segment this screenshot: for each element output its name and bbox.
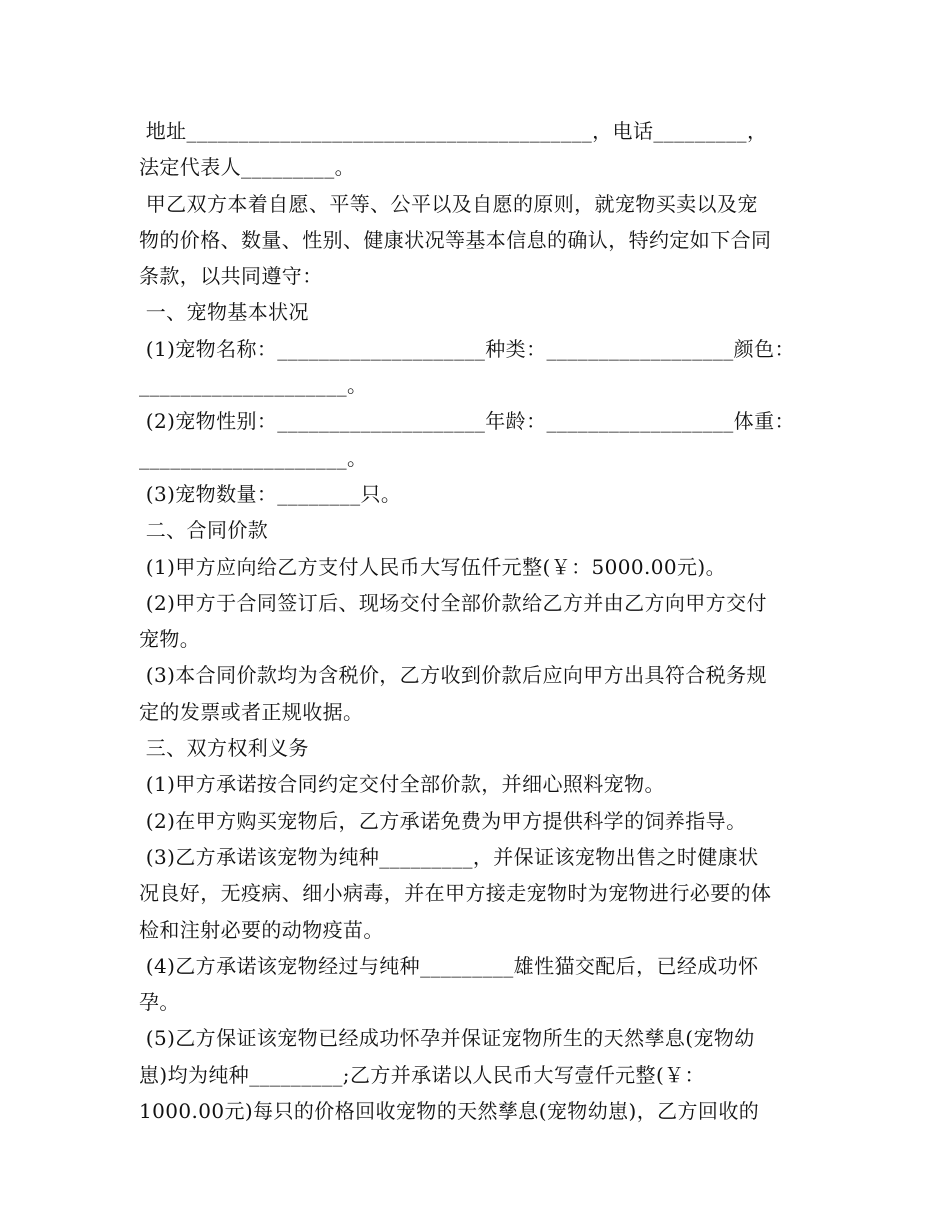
clause-3-3-line-2: 况良好，无疫病、细小病毒，并在甲方接走宠物时为宠物进行必要的体 xyxy=(139,881,772,906)
clause-1-1-line-1: (1)宠物名称：____________________种类：__________________颜色： xyxy=(139,336,795,361)
clause-3-4-line-2: 孕。 xyxy=(139,990,180,1015)
contract-text-body xyxy=(139,113,819,1129)
clause-3-5-line-2: 崽)均为纯种_________;乙方并承诺以人民币大写壹仟元整(￥： xyxy=(139,1062,705,1087)
preamble-line-3: 条款，以共同遵守： xyxy=(139,264,323,289)
clause-2-2-line-2: 宠物。 xyxy=(139,627,201,652)
clause-3-1: (1)甲方承诺按合同约定交付全部价款，并细心照料宠物。 xyxy=(139,772,665,797)
section-heading-price: 二、合同价款 xyxy=(139,518,269,543)
section-heading-rights-obligations: 三、双方权利义务 xyxy=(139,736,309,761)
clause-3-5-line-3: 1000.00元)每只的价格回收宠物的天然孳息(宠物幼崽)，乙方回收的 xyxy=(139,1099,760,1124)
clause-2-1: (1)甲方应向给乙方支付人民币大写伍仟元整(￥：5000.00元)。 xyxy=(139,554,726,579)
section-heading-pet-basics: 一、宠物基本状况 xyxy=(139,300,309,325)
address-phone-line: 地址_______________________________________，电话_________， xyxy=(139,119,768,143)
clause-2-3-line-2: 定的发票或者正规收据。 xyxy=(139,699,364,724)
clause-1-2-line-1: (2)宠物性别：____________________年龄：__________________体重： xyxy=(139,409,795,434)
clause-3-2: (2)在甲方购买宠物后，乙方承诺免费为甲方提供科学的饲养指导。 xyxy=(139,808,747,833)
clause-3-4-line-1: (4)乙方承诺该宠物经过与纯种_________雄性猫交配后，已经成功怀 xyxy=(139,953,759,978)
clause-2-2-line-1: (2)甲方于合同签订后、现场交付全部价款给乙方并由乙方向甲方交付 xyxy=(139,590,767,615)
clause-3-3-line-1: (3)乙方承诺该宠物为纯种_________，并保证该宠物出售之时健康状 xyxy=(139,844,759,869)
clause-1-1-line-2: ____________________。 xyxy=(139,373,368,398)
clause-2-3-line-1: (3)本合同价款均为含税价，乙方收到价款后应向甲方出具符合税务规 xyxy=(139,663,767,688)
clause-1-3: (3)宠物数量：________只。 xyxy=(139,481,402,506)
legal-representative-line: 法定代表人_________。 xyxy=(139,155,355,180)
preamble-line-1: 甲乙双方本着自愿、平等、公平以及自愿的原则，就宠物买卖以及宠 xyxy=(139,191,758,216)
clause-1-2-line-2: ____________________。 xyxy=(139,445,368,470)
preamble-line-2: 物的价格、数量、性别、健康状况等基本信息的确认，特约定如下合同 xyxy=(139,227,772,252)
clause-3-3-line-3: 检和注射必要的动物疫苗。 xyxy=(139,917,384,942)
clause-3-5-line-1: (5)乙方保证该宠物已经成功怀孕并保证宠物所生的天然孳息(宠物幼 xyxy=(139,1026,755,1051)
